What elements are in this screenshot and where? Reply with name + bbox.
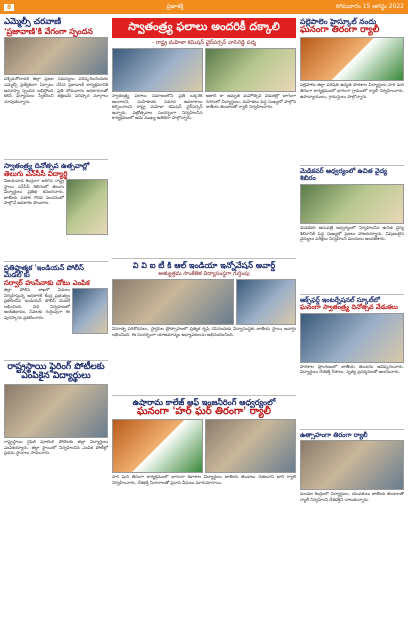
article1-photo [4, 37, 108, 75]
article9-headline: ఆక్స్‌ఫర్డ్ ఇంటర్నేషనల్ స్కూల్‌లో [300, 295, 380, 304]
article10-photo [300, 440, 404, 490]
article10-body: మండల కేంద్రంలో విద్యార్థులు, యువకులు జాతీయ జెండాలతో ర్యాలీ నిర్వహించి దేశభక్తిని చాటుకున్నారు. [300, 492, 404, 503]
article2-photo [66, 179, 108, 235]
article8-photo [300, 184, 404, 224]
article4-headline-line2: ఎంపికైన విద్యార్థులు [21, 371, 91, 382]
article2-body: విజయవాడ కేంద్రంగా జరిగిన రాష్ట్ర స్థాయి ఎన్‌సీసీ శిబిరంలో తెలుగు విద్యార్థులు ప్రతిభ కనబరిచారు. జాతీయ పతాక గౌరవ వందనంలో పాల్గొనే అవకాశం పొందారు. [4, 179, 64, 207]
lead-banner-headline: స్వాతంత్ర్య ఫలాలు అందరికీ దక్కాలి [112, 18, 296, 38]
article3-photo [72, 288, 108, 334]
article7-body: పల్లెపాలెం జిల్లా పరిషత్ ఉన్నత పాఠశాల విద్యార్థులు హర్ ఘర్ తిరంగా కార్యక్రమంలో భాగంగా గ్రామంలో ర్యాలీ నిర్వహించారు. ఉపాధ్యాయులు, గ్రామస్తులు పాల్గొన్నారు. [300, 83, 404, 100]
issue-date: సోమవారం 15 ఆగస్టు 2022 [335, 3, 404, 10]
lead-photo-2 [205, 48, 296, 92]
article8-headline: మెడికవర్ ఆధ్వర్యంలో ఉచిత వైద్య శిబిరం [300, 167, 388, 183]
article3-headline-line2: సర్వార్ హుసేనాకు చోటు ఎంపిక [4, 277, 90, 287]
right-column [300, 18, 404, 550]
article6-photo-2 [205, 419, 296, 473]
article6-photo [112, 419, 203, 473]
article5-photo-2 [236, 279, 296, 325]
lead-body: స్వాతంత్ర్య ఫలాలు సమాజంలోని ప్రతి ఒక్కరికీ అందాలని, మహిళలకు సమాన అవకాశాలు కల్పించాలని రాష్ట్ర మహిళా కమిషన్ ఛైర్‌పర్సన్ అన్నారు. వజ్రోత్సవాల సందర్భంగా నిర్వహించిన కార్యక్రమంలో ఆమె ముఖ్య అతిథిగా పాల్గొన్నారు. [112, 94, 203, 122]
article5-subhead: అత్యుత్తమ సాంకేతిక విద్యాసంస్థగా గుర్తింపు [158, 271, 250, 278]
article7-headline: పల్లెపాలెం హైస్కూల్ నందు [300, 17, 377, 26]
article1-headline: ఎమ్మెల్సీ చరవాణి [4, 17, 62, 27]
article10-headline: ఉత్సాహంగా తిరంగా ర్యాలీ [300, 430, 368, 439]
article4-photo [4, 384, 108, 438]
article9-headline-line2: ఘనంగా స్వాతంత్ర్య దినోత్సవ వేడుకలు [300, 302, 398, 311]
page-number: 8 [4, 4, 14, 11]
article2-headline-line2: తెలుగు ఎన్‌సీసీ విద్యార్థి [4, 168, 68, 178]
article3-body: జిల్లా పోలీస్ శాఖలో విధులు నిర్వహిస్తున్న అధికారికి కేంద్ర ప్రభుత్వం ప్రకటించిన ఇండియన్ పోలీస్ మెడల్ లభించింది. విధి నిర్వహణలో అంకితభావం, సేవలకు గుర్తింపుగా ఈ పురస్కారం ప్రకటించారు. [4, 288, 70, 321]
article7-photo [300, 37, 404, 81]
center-column [112, 18, 296, 585]
article2-headline: స్వాతంత్ర్య దినోత్సవ ఉత్సవాల్లో [4, 161, 90, 171]
article7-headline-line2: ఘనంగా తిరంగా ర్యాలీ [300, 24, 380, 35]
article4-headline: రాష్ట్రస్థాయి ఫైరింగ్ పోటీలకు [7, 362, 105, 373]
article4-body: రాష్ట్రస్థాయి రైఫిల్ షూటింగ్ పోటీలకు జిల్లా విద్యార్థులు ఎంపికయ్యారు. జిల్లా స్థాయిలో నిర్వహించిన ఎంపిక పోటీల్లో ప్రథమ స్థానాలు సాధించారు. [4, 439, 108, 457]
article5-headline: వి వి ఐ టీ కి ఆల్ ఇండియా ఇన్నోవేషన్ అవార్డ్ [132, 260, 276, 270]
paper-name: ప్రజాశక్తి [166, 3, 184, 10]
lead-body-cont: ఆజాదీ కా అమృత్ మహోత్సవ్ వేడుకల్లో భాగంగా నగరంలో విద్యార్థులు, మహిళలు పెద్ద సంఖ్యలో పాల్గొని జాతీయ జెండాలతో ర్యాలీ నిర్వహించారు. [205, 94, 296, 111]
article1-headline-line2: 'ప్రజావాణి'కి వేగంగా స్పందన [4, 25, 93, 36]
article1-body: పశ్చిమగోదావరి జిల్లా ప్రజల సమస్యలు పరిష్కరించేందుకు ఎమ్మెల్సీ ప్రత్యేకంగా ఏర్పాటు చేసిన ప్రజావాణి కార్యక్రమానికి అనూహ్య స్పందన లభిస్తోంది. ప్రతి సోమవారం అధికారులతో కలిసి ఫిర్యాదులు స్వీకరించి తక్షణమే పరిష్కార మార్గాలు చూపుతున్నారు. [4, 77, 108, 105]
article6-headline: ఉషారామ కాలేజ్ ఆఫ్ ఇంజనీరింగ్ ఆధ్వర్యంలో [132, 397, 276, 408]
masthead-bar [0, 0, 408, 14]
article9-photo [300, 313, 404, 363]
article9-body: పాఠశాల ప్రాంగణంలో జాతీయ జెండాను ఆవిష్కరించారు. విద్యార్థులు దేశభక్తి గీతాలు, నృత్య ప్రదర్శనలతో అలరించారు. [300, 364, 404, 376]
article6-headline-line2: ఘనంగా 'హర్ ఘర్ తిరంగా' ర్యాలీ [136, 405, 271, 417]
left-column [4, 18, 108, 498]
lead-photo-1 [112, 48, 203, 92]
article6-body: హర్ ఘర్ తిరంగా కార్యక్రమంలో భాగంగా కళాశాల విద్యార్థులు జాతీయ జెండాలు చేతబూని భారీ ర్యాలీ నిర్వహించారు. దేశభక్తి నినాదాలతో ప్రధాన వీధులు మారుమోగాయి. [112, 475, 296, 486]
article5-body: వినూత్న పరిశోధనలు, స్టార్టప్‌ల ప్రోత్సాహంలో ప్రత్యేక కృషి చేసినందుకు విద్యాసంస్థకు జాతీయ స్థాయి అవార్డు లభించింది. ఈ సందర్భంగా యాజమాన్యం అధ్యాపకులను అభినందించింది. [112, 327, 296, 338]
article3-headline: ప్రతిష్ఠాత్మక 'ఇండియన్ పోలీస్ మెడల్'కు [4, 263, 84, 280]
article5-photo [112, 279, 234, 325]
lead-subhead: - రాష్ట్ర మహిళా కమిషన్ ఛైర్‌పర్సన్ వాసిరెడ్డి పద్మ [152, 40, 256, 46]
article8-body: మెడికవర్ ఆసుపత్రి ఆధ్వర్యంలో నిర్వహించిన ఉచిత వైద్య శిబిరానికి పెద్ద సంఖ్యలో ప్రజలు హాజరయ్యారు. నిపుణులైన వైద్యులు పరీక్షలు నిర్వహించి మందులు అందజేశారు. [300, 225, 404, 243]
